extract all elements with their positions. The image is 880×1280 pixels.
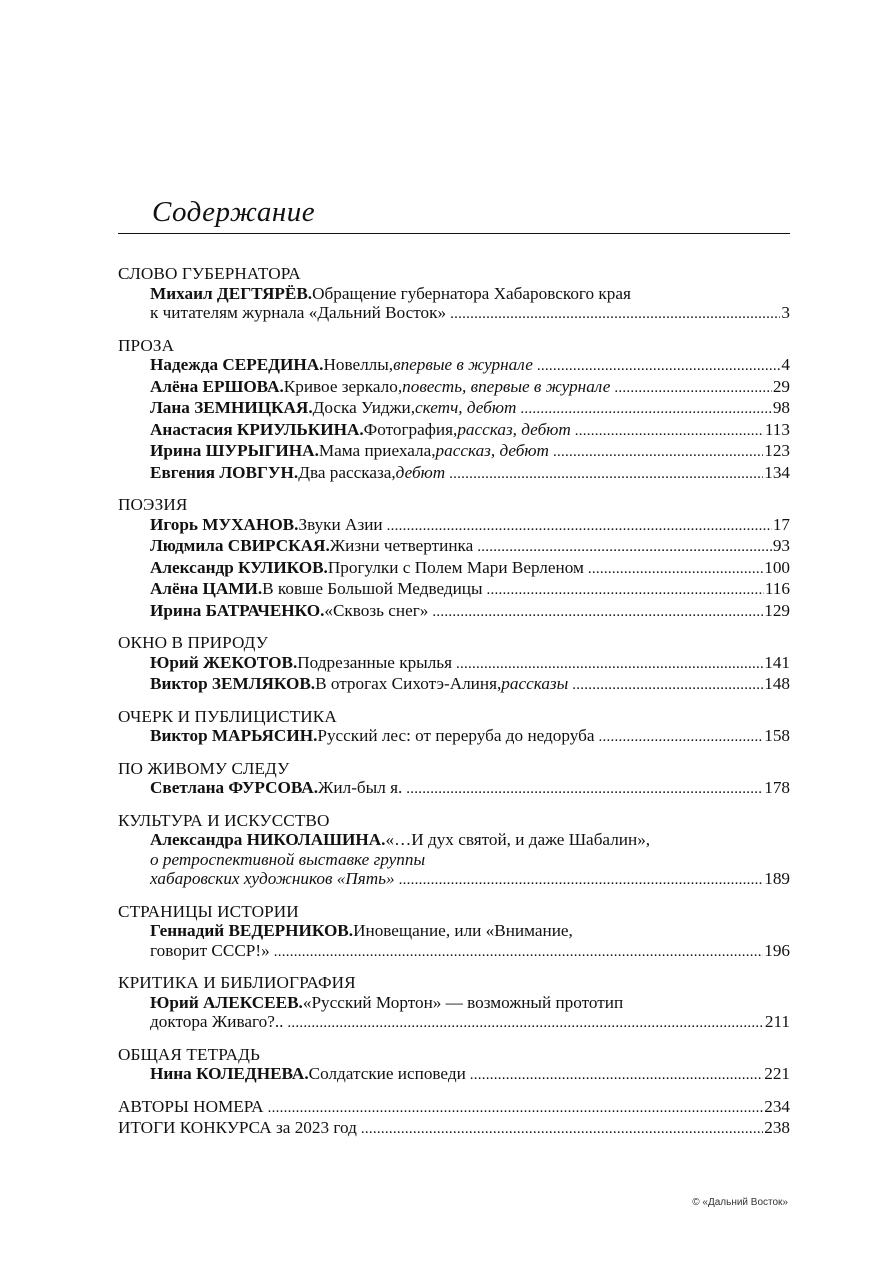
entry-line [150,601,790,623]
dot-leader [537,355,781,377]
entry-title: Русский лес: от переруба до недоруба [317,726,595,745]
page-number: 100 [764,557,790,577]
page-number: 211 [764,1012,790,1031]
entry-line [150,921,790,941]
page-number: 158 [764,726,790,745]
dot-leader [450,303,780,325]
entry-title: Жил-был я. [318,778,403,797]
dot-leader [614,377,771,399]
entry-title: «Сквозь снег» [324,600,429,620]
entry-author: Михаил ДЕГТЯРЁВ. [150,283,313,303]
section-heading: КУЛЬТУРА И ИСКУССТВО [118,810,330,830]
entry-title: говорит СССР!» [150,940,270,960]
section-heading: ПО ЖИВОМУ СЛЕДУ [118,758,290,778]
page-number: 113 [764,419,790,439]
entry-author: Надежда СЕРЕДИНА. [150,355,324,374]
entry-line [150,377,790,399]
section-heading: ПОЭЗИЯ [118,495,188,514]
toc-entry[interactable] [150,1064,790,1086]
section-heading: ОЧЕРК И ПУБЛИЦИСТИКА [118,706,337,726]
page-number: 148 [764,674,790,693]
dot-leader [553,441,763,463]
dot-leader [432,601,763,623]
entry-title: Обращение губернатора Хабаровского края [312,283,631,303]
entry-line [150,993,790,1013]
entry-line [150,778,790,800]
entry-line [150,674,790,696]
entry-line [150,515,790,537]
toc-entry[interactable] [150,726,790,748]
toc-entry[interactable] [150,601,790,623]
entry-title: ИТОГИ КОНКУРСА за 2023 год [118,1118,357,1137]
entry-author: Александр КУЛИКОВ. [150,557,328,577]
toc-entry[interactable] [150,441,790,463]
section-heading: ОКНО В ПРИРОДУ [118,633,268,652]
entry-line [150,463,790,485]
toc-section [118,811,790,891]
entry-line [150,420,790,442]
entry-author: Анастасия КРИУЛЬКИНА. [150,419,364,439]
entry-line [150,726,790,748]
entry-author: Виктор ЗЕМЛЯКОВ. [150,674,316,693]
dot-leader [588,558,763,580]
section-heading: КРИТИКА И БИБЛИОГРАФИЯ [118,973,356,992]
entry-line [150,869,790,891]
toc-section [118,759,790,800]
dot-leader [268,1097,764,1119]
toc-entry[interactable] [150,377,790,399]
page-number: 3 [781,303,790,322]
toc-entry[interactable] [150,536,790,558]
entry-note: скетч, дебют [415,398,517,417]
entry-author: Юрий ЖЕКОТОВ. [150,652,298,672]
page-number: 189 [764,869,790,888]
dot-leader [399,869,764,891]
entry-author: Лана ЗЕМНИЦКАЯ. [150,398,313,417]
toc-entry[interactable] [150,674,790,696]
toc-section [118,902,790,963]
page-number: 134 [764,462,790,482]
entry-line [150,441,790,463]
page-number: 178 [764,778,790,797]
entry-note: о ретроспективной выставке группы [150,849,426,869]
toc-entry[interactable] [150,463,790,485]
page-number: 196 [764,940,790,960]
dot-leader [387,515,772,537]
entry-line [150,558,790,580]
entry-title: Иновещание, или «Внимание, [353,921,573,940]
entry-title: Подрезанные крылья [297,652,453,672]
toc-entry[interactable] [150,355,790,377]
entry-author: Виктор МАРЬЯСИН. [150,726,318,745]
toc-top-entry[interactable] [118,1118,790,1140]
toc-entry[interactable] [150,398,790,420]
page-number: 116 [764,579,790,598]
entry-line [150,579,790,601]
entry-author: Геннадий ВЕДЕРНИКОВ. [150,921,354,940]
copyright-footer: © «Дальний Восток» [692,1197,788,1208]
entry-author: Светлана ФУРСОВА. [150,778,319,797]
toc-entry[interactable] [150,921,790,962]
entry-author: Алёна ЕРШОВА. [150,376,284,396]
entry-note: рассказ, дебют [435,441,549,460]
entry-title: В ковше Большой Медведицы [262,579,483,598]
toc-entry[interactable] [150,515,790,537]
toc-section [118,973,790,1034]
dot-leader [487,579,764,601]
entry-line [150,653,790,675]
page-number: 98 [772,398,790,417]
entry-author: Нина КОЛЕДНЕВА. [150,1064,309,1083]
entry-author: Алёна ЦАМИ. [150,579,263,598]
entry-title: Доска Уиджи, [312,398,416,417]
entry-line [150,941,790,963]
dot-leader [470,1064,763,1086]
section-heading: ПРОЗА [118,335,175,355]
entry-line [150,1012,790,1034]
dot-leader [456,653,763,675]
toc-top-entry[interactable] [118,1097,790,1119]
entry-line [150,303,790,325]
entry-author: Людмила СВИРСКАЯ. [150,536,330,555]
section-heading: СЛОВО ГУБЕРНАТОРА [118,264,301,283]
entry-note: повесть, впервые в журнале [402,376,611,396]
dot-leader [449,463,763,485]
entry-title: доктора Живаго?.. [150,1012,284,1031]
entry-line [150,284,790,304]
page-number: 221 [764,1064,790,1083]
toc-entry[interactable] [150,558,790,580]
entry-line [150,830,790,850]
entry-line [150,850,790,870]
toc-entry[interactable] [150,993,790,1034]
page-number: 234 [764,1096,790,1116]
entry-title: АВТОРЫ НОМЕРА [118,1096,264,1116]
entry-note: рассказ, дебют [457,419,571,439]
dot-leader [274,941,764,963]
entry-note: хабаровских художников «Пять» [150,869,395,888]
entry-author: Ирина ШУРЫГИНА. [150,441,319,460]
entry-author: Ирина БАТРАЧЕНКО. [150,600,325,620]
entry-title: Мама приехала, [318,441,436,460]
dot-leader [406,778,763,800]
toc-entry[interactable] [150,579,790,601]
entry-line [150,536,790,558]
dot-leader [572,674,763,696]
entry-title: Прогулки с Полем Мари Верленом [327,557,584,577]
page-number: 141 [764,652,790,672]
section-heading: ОБЩАЯ ТЕТРАДЬ [118,1044,260,1064]
toc-section [118,264,790,325]
toc-entry[interactable] [150,284,790,325]
entry-title: Два рассказа, [298,462,396,482]
page-title: Содержание [152,196,316,228]
toc-section [118,336,790,485]
entry-title: к читателям журнала «Дальний Восток» [150,303,447,322]
page-number: 93 [772,536,790,555]
page-number: 4 [781,355,790,374]
toc-section [118,633,790,696]
toc-entry[interactable] [150,778,790,800]
entry-title: В отрогах Сихотэ-Алиня, [315,674,502,693]
entry-line [150,398,790,420]
entry-title: Солдатские исповеди [308,1064,466,1083]
toc-section [118,495,790,622]
dot-leader [477,536,772,558]
entry-line [150,1064,790,1086]
entry-author: Александра НИКОЛАШИНА. [150,830,386,849]
entry-note: дебют [395,462,446,482]
dot-leader [287,1012,763,1034]
entry-title: Фотография, [363,419,458,439]
toc-section [118,1045,790,1086]
toc-entry[interactable] [150,830,790,891]
entry-line [150,355,790,377]
entry-author: Игорь МУХАНОВ. [150,514,299,534]
toc-tail [118,1097,790,1140]
page-number: 129 [764,600,790,620]
page-number: 123 [764,441,790,460]
page-number: 238 [764,1118,790,1137]
entry-note: впервые в журнале [393,355,533,374]
entry-title: Кривое зеркало, [283,376,403,396]
entry-title: Новеллы, [323,355,394,374]
entry-author: Евгения ЛОВГУН. [150,462,299,482]
toc-entry[interactable] [150,653,790,675]
page-number: 17 [772,514,790,534]
entry-title: «…И дух святой, и даже Шабалин», [385,830,651,849]
page-number: 29 [772,376,790,396]
entry-title: Звуки Азии [298,514,383,534]
toc-section [118,707,790,748]
entry-note: рассказы [501,674,569,693]
title-divider [118,233,790,234]
entry-title: Жизни четвертинка [329,536,474,555]
section-heading: СТРАНИЦЫ ИСТОРИИ [118,901,299,921]
dot-leader [575,420,764,442]
dot-leader [599,726,764,748]
entry-title: «Русский Мортон» — возможный прототип [302,992,624,1012]
entry-author: Юрий АЛЕКСЕЕВ. [150,992,303,1012]
table-of-contents [118,264,790,1140]
toc-entry[interactable] [150,420,790,442]
dot-leader [361,1118,763,1140]
dot-leader [520,398,771,420]
